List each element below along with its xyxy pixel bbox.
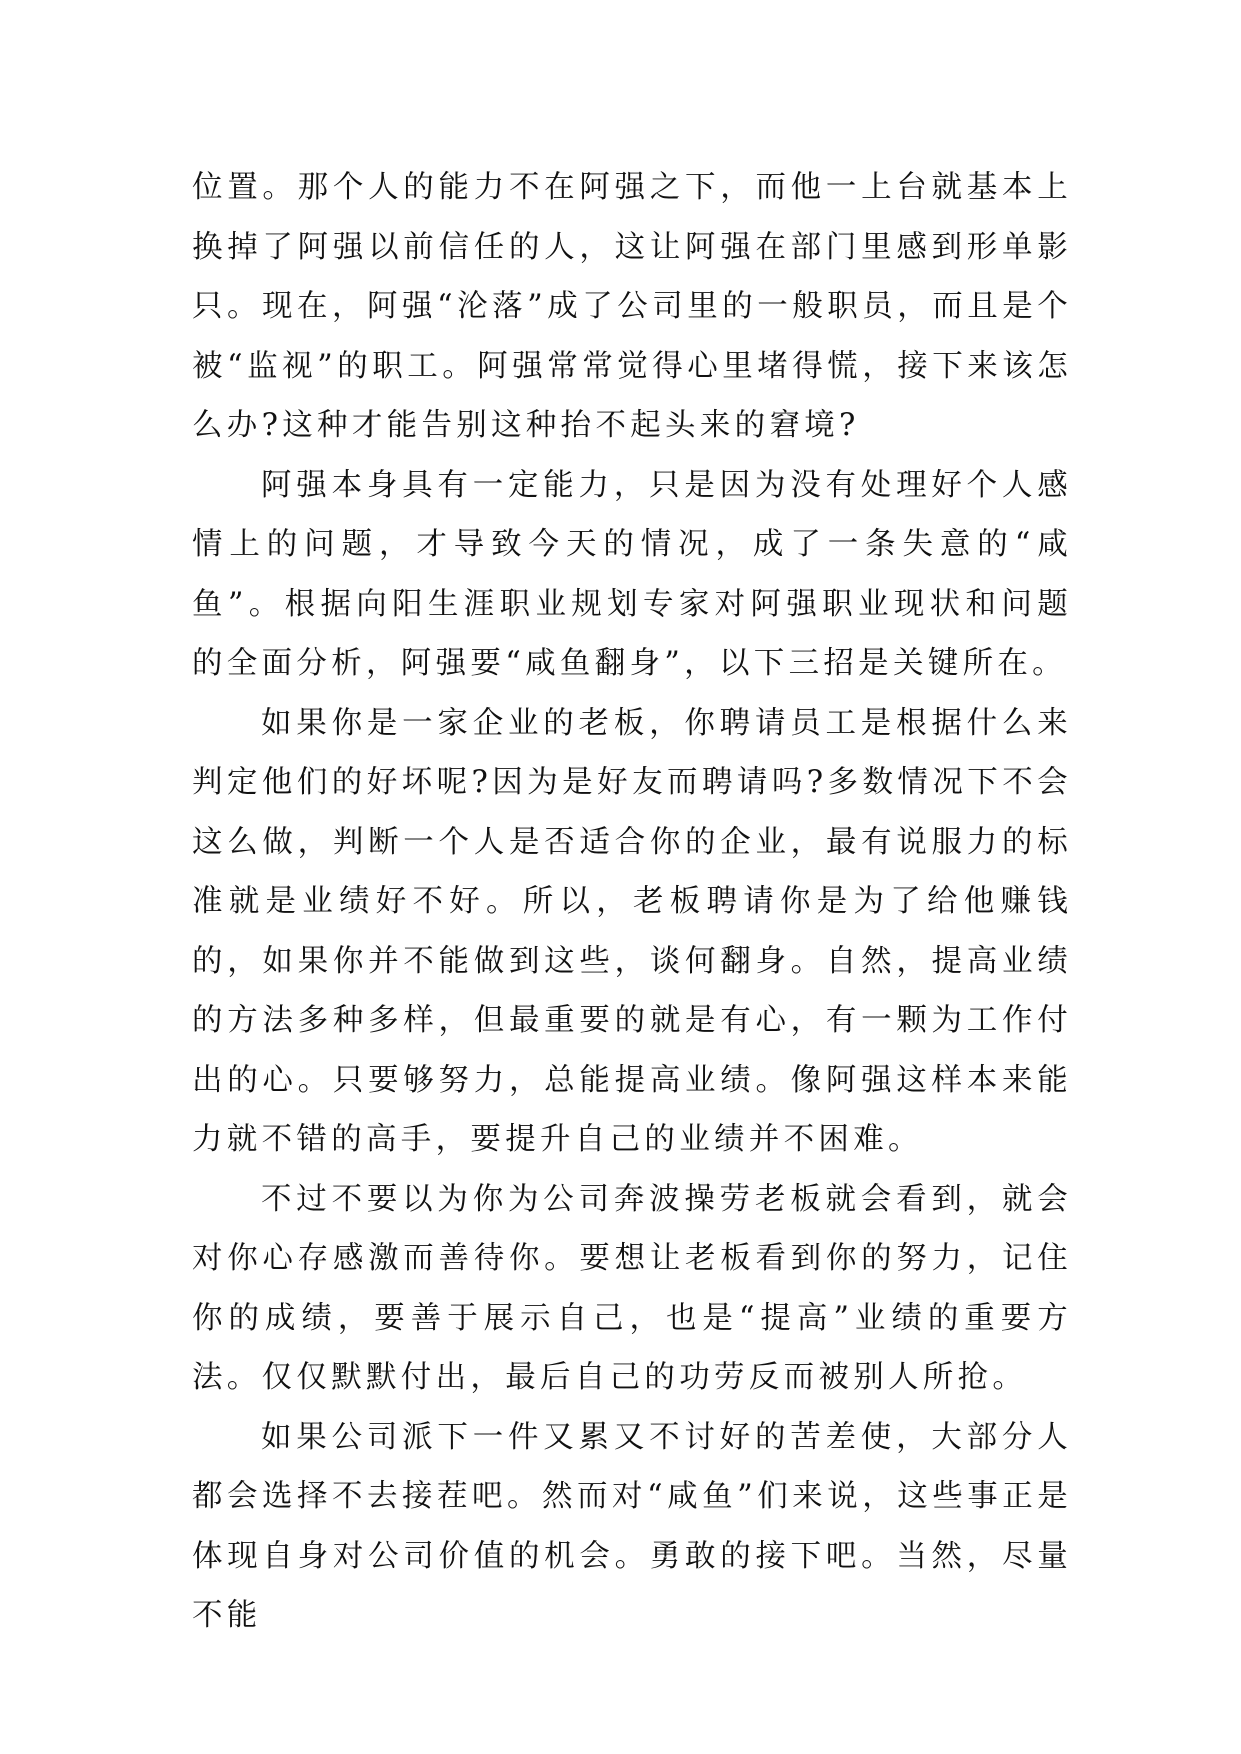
paragraph-3: 如果你是一家企业的老板，你聘请员工是根据什么来判定他们的好坏呢?因为是好友而聘请吗?多数情况下不会这么做，判断一个人是否适合你的企业，最有说服力的标准就是业绩好不好。所以，老板聘请你是为了给他赚钱的，如果你并不能做到这些，谈何翻身。自然，提高业绩的方法多种多样，但最重要的就是有心，有一颗为工作付出的心。只要够努力，总能提高业绩。像阿强这样本来能力就不错的高手，要提升自己的业绩并不困难。 bbox=[192, 705, 1072, 1157]
paragraph-2: 阿强本身具有一定能力，只是因为没有处理好个人感情上的问题，才导致今天的情况，成了一条失意的“咸鱼”。根据向阳生涯职业规划专家对阿强职业现状和问题的全面分析，阿强要“咸鱼翻身”，以下三招是关键所在。 bbox=[192, 467, 1072, 681]
paragraph-1: 位置。那个人的能力不在阿强之下，而他一上台就基本上换掉了阿强以前信任的人，这让阿强在部门里感到形单影只。现在，阿强“沦落”成了公司里的一般职员，而且是个被“监视”的职工。阿强常常觉得心里堵得慌，接下来该怎么办?这种才能告别这种抬不起头来的窘境? bbox=[192, 170, 1072, 443]
paragraph-4: 不过不要以为你为公司奔波操劳老板就会看到，就会对你心存感激而善待你。要想让老板看到你的努力，记住你的成绩，要善于展示自己，也是“提高”业绩的重要方法。仅仅默默付出，最后自己的功劳反而被别人所抢。 bbox=[192, 1181, 1072, 1395]
body-text bbox=[192, 158, 1072, 1646]
paragraph-5: 如果公司派下一件又累又不讨好的苦差使，大部分人都会选择不去接茬吧。然而对“咸鱼”们来说，这些事正是体现自身对公司价值的机会。勇敢的接下吧。当然，尽量不能 bbox=[192, 1419, 1072, 1633]
